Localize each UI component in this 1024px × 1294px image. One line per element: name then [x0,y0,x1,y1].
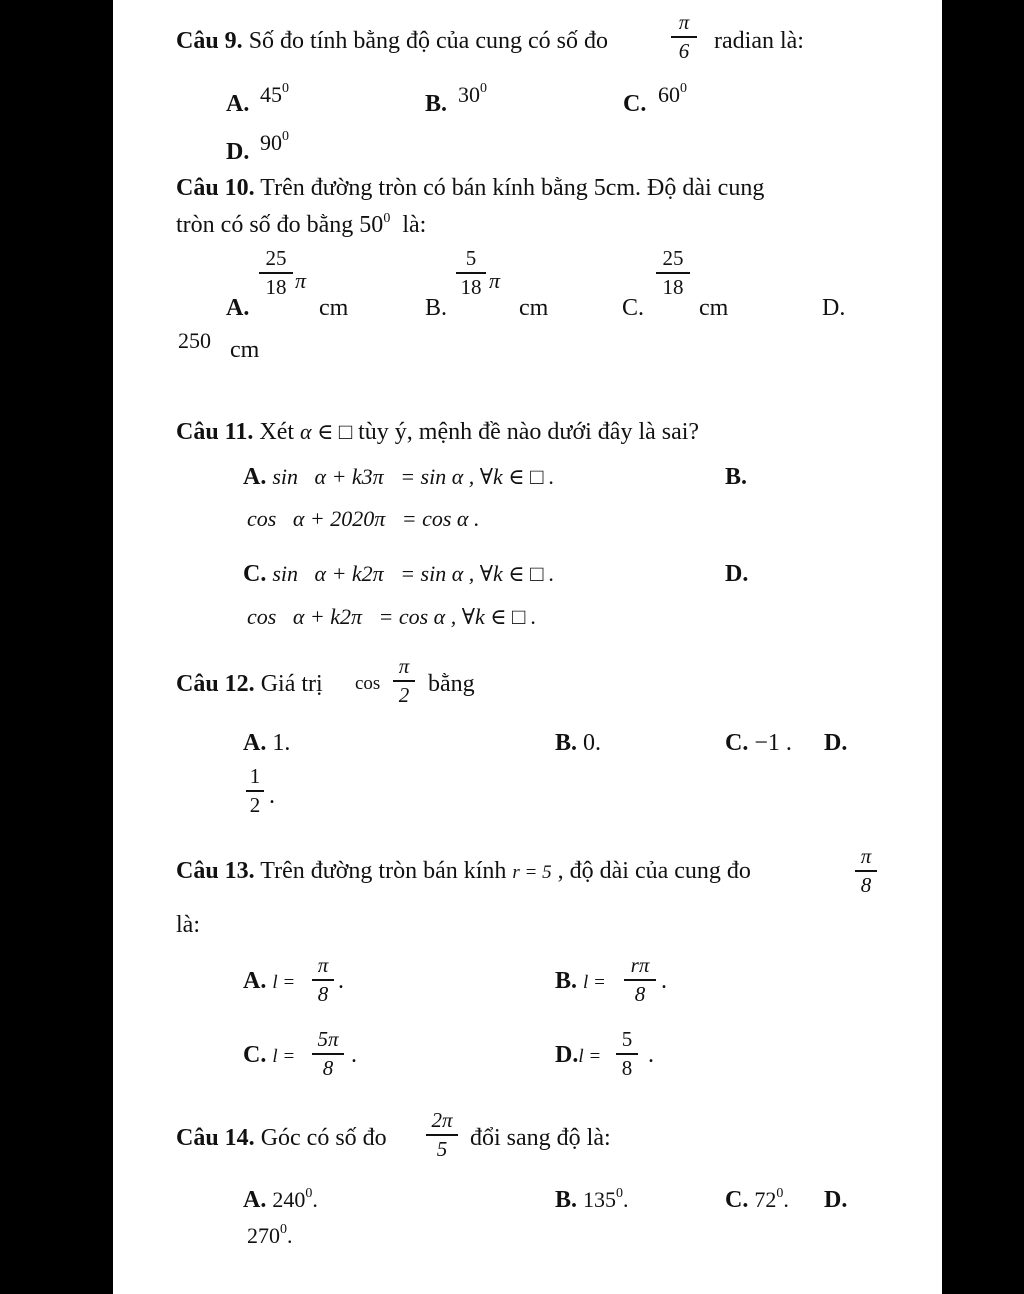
q13-option-b: B. l = [555,968,606,994]
q10-option-a-pi: π [295,268,307,293]
q14-option-b: B. $135^0$. [555,1186,629,1213]
q13-label: Câu 13. [176,858,255,884]
q12-option-b: B. 0. [555,730,602,756]
q12-fraction: π 2 [393,656,415,706]
q14-option-d-value: $270^0$. [247,1222,293,1248]
q10-option-b-pi: π [489,268,501,293]
q11-option-c: C. sin α + k2π = sin α , ∀k ∈ □ . [243,561,555,587]
q13-option-c-tail: . [351,1042,357,1068]
q9-option-b-value: $30^0$ [458,81,487,107]
q10-option-d: D. [822,295,846,321]
q10-option-c: C. [622,295,645,321]
q9-option-a-value: $45^0$ [260,81,289,107]
q10-option-b-fraction: 5 18 [456,248,486,298]
q14-option-c: C. $72^0$. [725,1186,789,1213]
q13-option-a-tail: . [338,968,344,994]
q9-text: Số đo tính bằng độ của cung có số đo [248,28,608,54]
q14-option-a: A. $240^0$. [243,1186,318,1213]
q14-fraction: 2π 5 [426,1110,458,1160]
q10-option-a-unit: cm [319,295,349,321]
q12-option-d: D. [824,730,848,756]
q10-question [176,176,764,200]
q11-option-d-expr: cos α + k2π = cos α , ∀k ∈ □ . [247,604,537,629]
q10-option-a-fraction: 25 18 [259,248,293,298]
q14-label: Câu 14. [176,1125,255,1151]
q9-question [176,29,608,53]
q9-option-b: B. [425,91,448,117]
q11-option-a: A. sin α + k3π = sin α , ∀k ∈ □ . [243,464,555,490]
q11-question: Câu 11. Xét α ∈ □ tùy ý, mệnh đề nào dưới đây là sai? [176,419,700,445]
q9-option-c-value: $60^0$ [658,81,687,107]
q11-option-c-expr: sin α + k2π = sin α , ∀k ∈ □ . [272,561,555,586]
q12-func: cos [355,673,381,694]
q14-question: Câu 14. Góc có số đo [176,1125,387,1151]
q9-fraction: π 6 [671,12,697,62]
q10-option-a: A. [226,295,250,321]
q9-label: Câu 9. [176,28,243,54]
q9-option-d: D. [226,139,250,165]
q10-option-d-unit: cm [230,337,260,363]
q11-option-b: B. [725,464,748,490]
q12-option-d-tail: . [269,783,275,809]
q10-label: Câu 10. [176,175,255,201]
q14-text-after: đổi sang độ là: [470,1125,611,1151]
q9-option-a: A. [226,91,250,117]
q12-option-a: A. 1. [243,730,291,756]
q11-math: α ∈ □ [300,419,353,444]
q13-option-c: C. l = [243,1042,296,1068]
q12-label: Câu 12. [176,671,255,697]
q11-option-b-expr: cos α + 2020π = cos α . [247,506,480,531]
q14-option-d: D. [824,1187,848,1213]
q12-question: Câu 12. Giá trị [176,671,323,697]
q10-option-c-unit: cm [699,295,729,321]
q11-option-a-expr: sin α + k3π = sin α , ∀k ∈ □ . [272,464,555,489]
q10-option-b-unit: cm [519,295,549,321]
q13-fraction: π 8 [855,846,877,896]
q13-option-d-tail: . [648,1042,654,1068]
q13-option-d-fraction: 5 8 [616,1029,638,1079]
document-page [113,0,942,1294]
q10-option-b: B. [425,295,448,321]
q10-option-d-value: 250 [178,328,211,353]
q11-label: Câu 11. [176,419,254,445]
q9-option-c: C. [623,91,647,117]
q13-option-a: A. l = [243,968,296,994]
q12-option-c: C. −1 . [725,730,792,756]
q9-option-d-value: $90^0$ [260,129,289,155]
q11-option-d: D. [725,561,749,587]
q12-option-d-fraction: 1 2 [246,766,264,816]
q10-line1: Trên đường tròn có bán kính bằng 5cm. Độ dài cung [260,175,765,201]
q10-option-c-fraction: 25 18 [656,248,690,298]
q13-option-b-fraction: rπ 8 [624,955,656,1005]
q13-option-d: D.l = [555,1042,602,1068]
q12-text-after: bằng [428,671,475,697]
q13-option-c-fraction: 5π 8 [312,1029,344,1079]
q13-option-b-tail: . [661,968,667,994]
q13-option-a-fraction: π 8 [312,955,334,1005]
q13-math: r = 5 [512,862,552,883]
q10-line2: tròn có số đo bằng $50^0$ là: [176,211,427,238]
q13-line2: là: [176,912,200,938]
q13-question: Câu 13. Trên đường tròn bán kính r = 5 , độ dài của cung đo [176,858,751,884]
q9-text-after: radian là: [714,28,804,54]
